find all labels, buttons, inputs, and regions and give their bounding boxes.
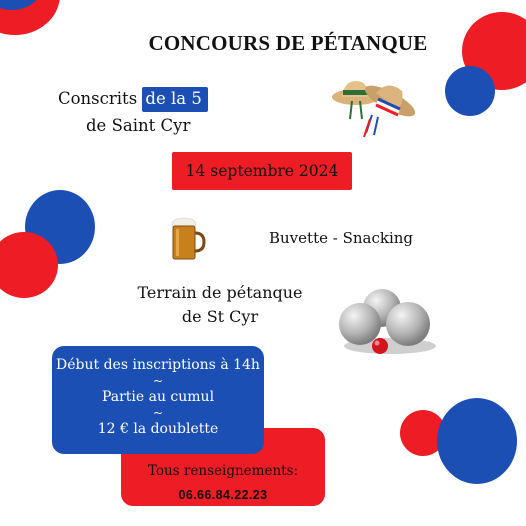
location-line2: de St Cyr: [181, 307, 259, 326]
organizer-line1-start: Conscrits: [58, 89, 143, 108]
page-title: CONCOURS DE PÉTANQUE: [148, 31, 428, 55]
organizer-highlight: de la 5: [142, 87, 207, 112]
contact-phone[interactable]: 06.66.84.22.23: [178, 488, 268, 502]
info-line2: Partie au cumul: [101, 389, 215, 405]
info-sep-2: ~: [152, 406, 164, 420]
organizer-text: [58, 85, 208, 139]
organizer-line2: de Saint Cyr: [86, 116, 191, 135]
contact-text: [121, 459, 325, 507]
buvette-text: Buvette - Snacking: [269, 229, 414, 247]
info-line3: 12 € la doublette: [97, 421, 219, 437]
location-line1: Terrain de pétanque: [137, 283, 303, 302]
info-box: [52, 346, 264, 454]
petanque-boules-icon: [334, 288, 438, 358]
info-sep-1: ~: [152, 374, 164, 388]
straw-hats-icon: [330, 75, 424, 145]
blue-circle-top-right: [445, 66, 495, 116]
event-date: 14 septembre 2024: [172, 152, 352, 190]
beer-mug-icon: [170, 216, 206, 262]
contact-label: Tous renseignements:: [147, 463, 299, 479]
info-line1: Début des inscriptions à 14h: [56, 357, 260, 373]
location-text: [120, 281, 320, 329]
blue-circle-bottom-right: [437, 398, 517, 484]
